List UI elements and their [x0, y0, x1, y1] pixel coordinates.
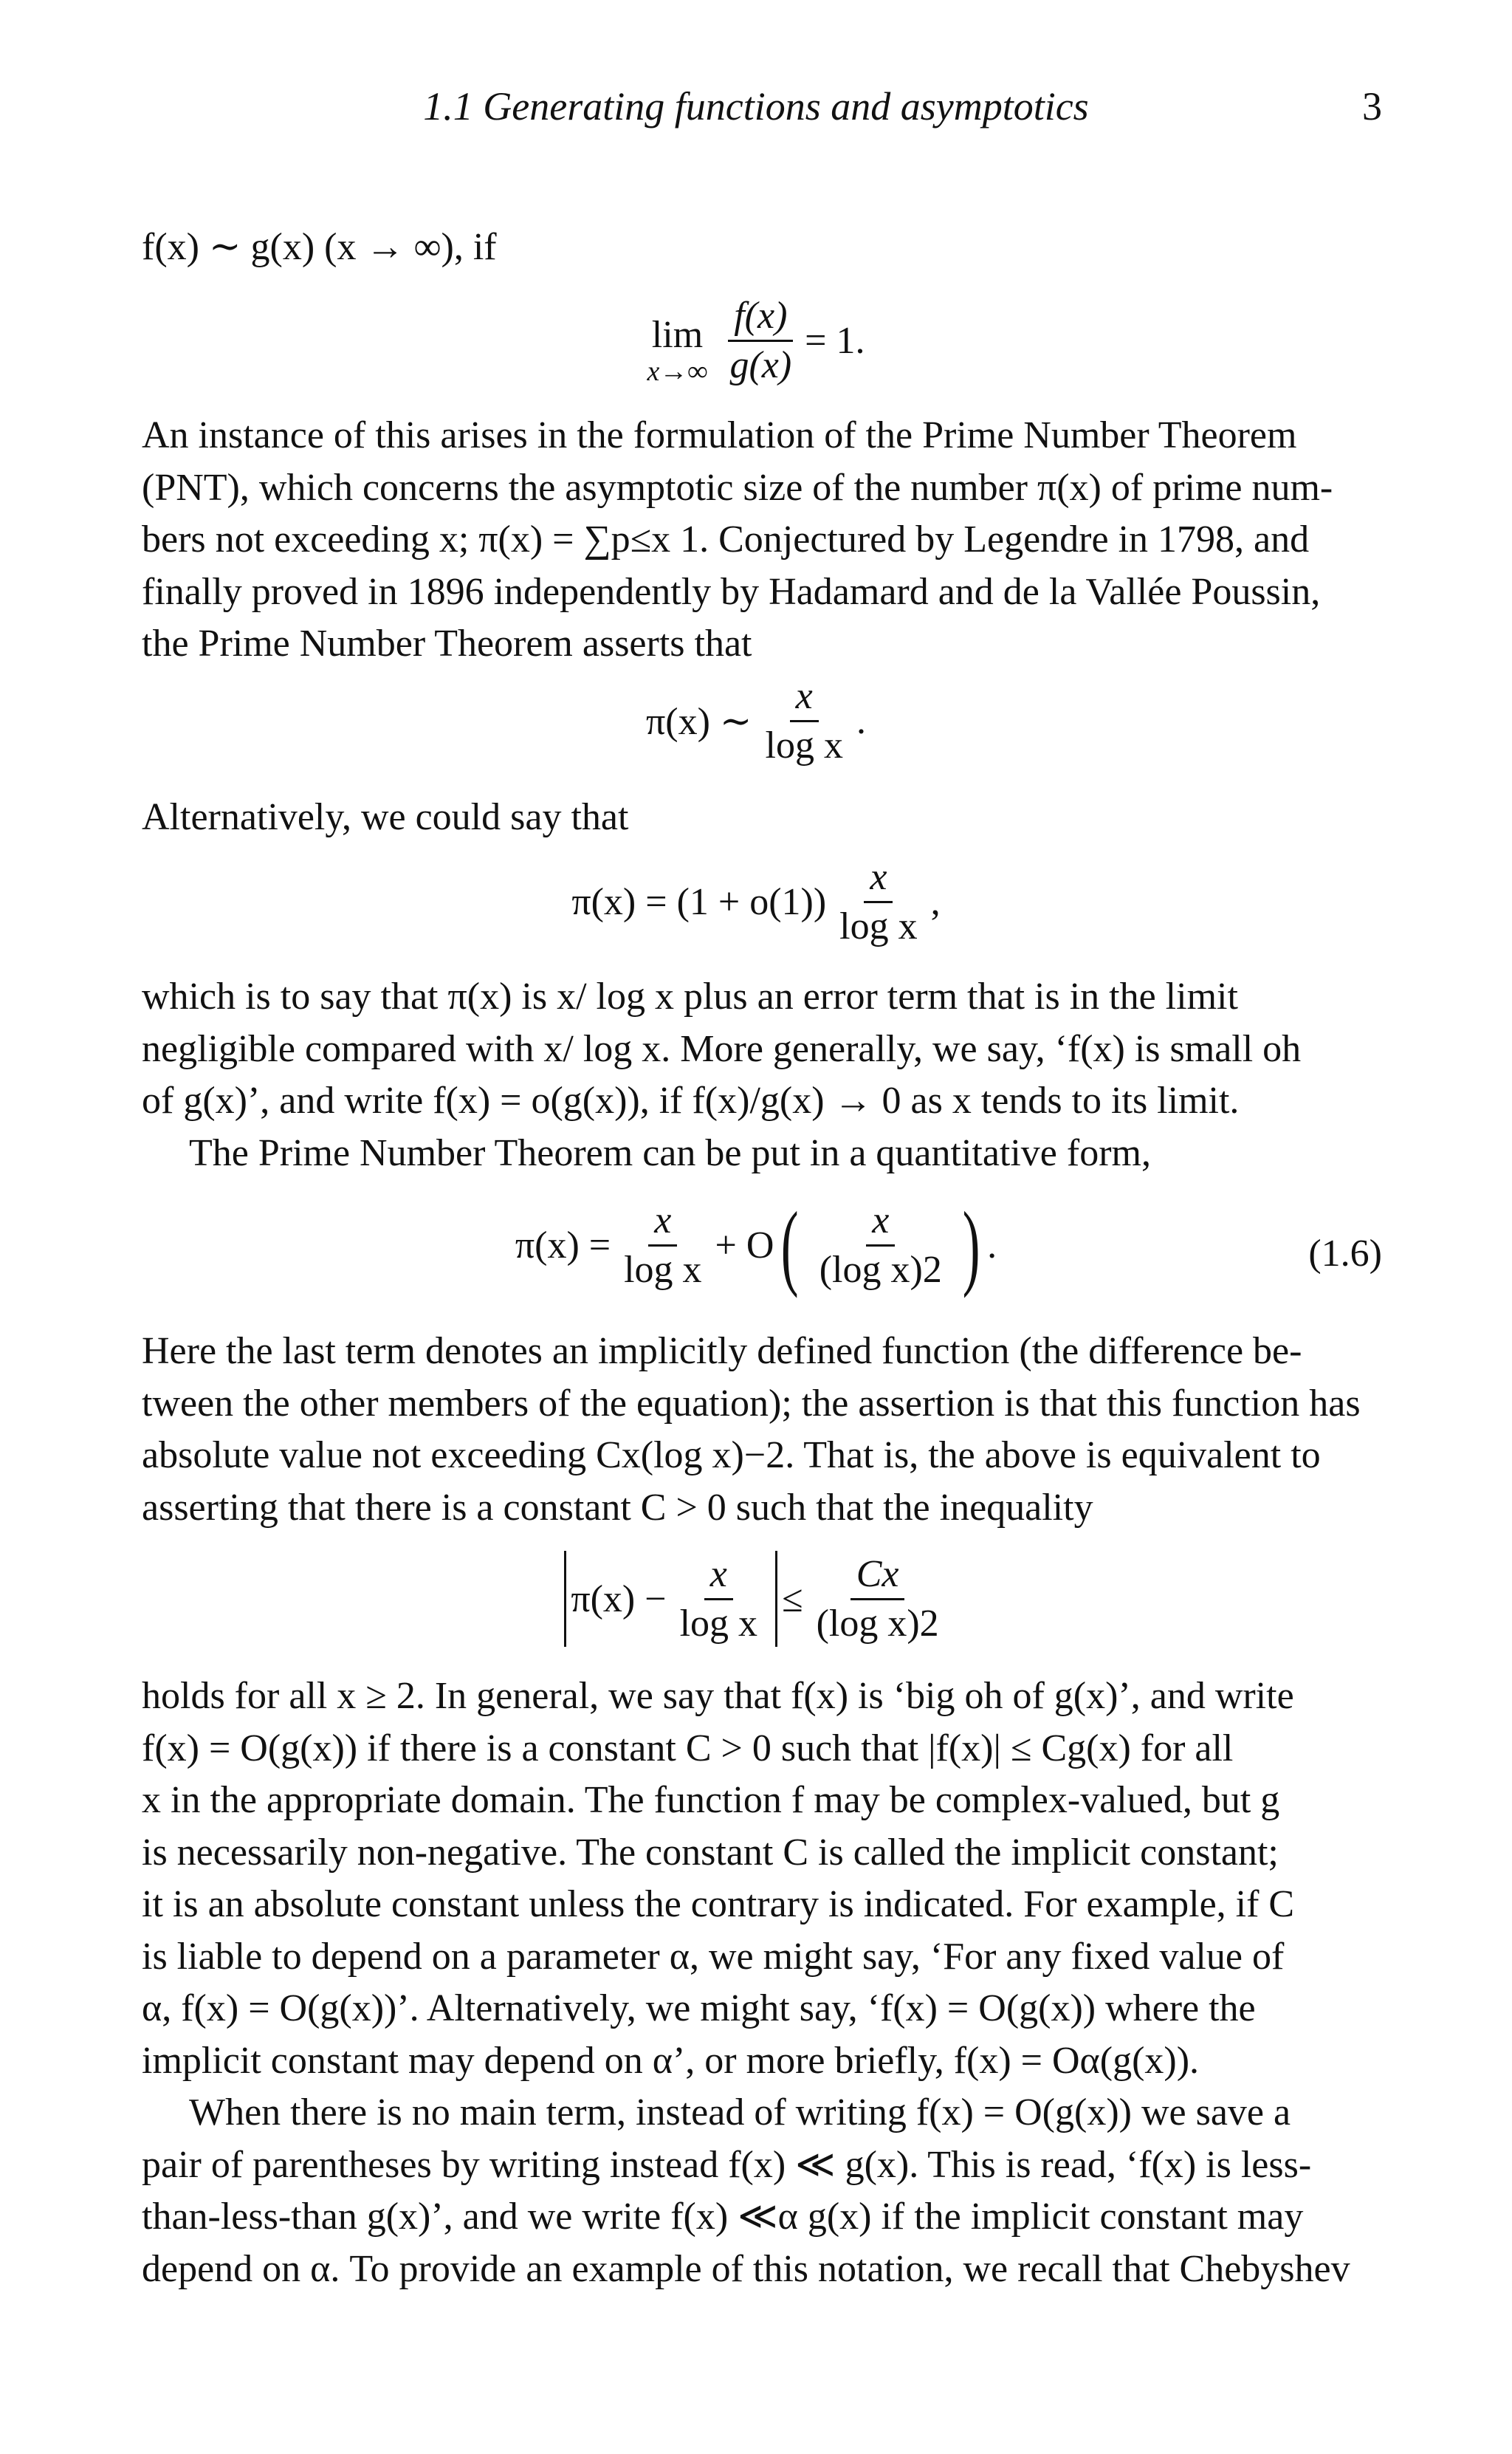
numerator: x — [648, 1200, 677, 1247]
denominator: log x — [624, 1249, 702, 1291]
numerator: x — [704, 1554, 733, 1600]
text-line: α, f(x) = O(g(x))’. Alternatively, we might say, ‘f(x) = O(g(x)) where the — [142, 1987, 1256, 2029]
text-line: f(x) = O(g(x)) if there is a constant C > 0 such that |f(x)| ≤ Cg(x) for all — [142, 1727, 1234, 1769]
text-line: Here the last term denotes an implicitly defined function (the difference be- — [142, 1330, 1302, 1372]
denominator: log x — [839, 905, 918, 947]
text-line: When there is no main term, instead of writing f(x) = O(g(x)) we save a — [189, 2091, 1291, 2133]
text-line: finally proved in 1896 independently by Hadamard and de la Vallée Poussin, — [142, 570, 1321, 613]
fraction — [618, 1200, 707, 1291]
text-line: holds for all x ≥ 2. In general, we say that f(x) is ‘big oh of g(x)’, and write — [142, 1675, 1294, 1717]
text-line: is liable to depend on a parameter α, we might say, ‘For any fixed value of — [142, 1935, 1285, 1978]
text-line: implicit constant may depend on α’, or more briefly, f(x) = Oα(g(x)). — [142, 2039, 1200, 2082]
text-line: f(x) ∼ g(x) (x → ∞), if — [142, 226, 497, 268]
fraction — [760, 676, 849, 767]
text-line: (PNT), which concerns the asymptotic size of the number π(x) of prime num- — [142, 466, 1333, 509]
fraction — [811, 1554, 945, 1645]
lim-word: lim — [651, 314, 704, 356]
equation-rhs: = 1. — [805, 320, 865, 362]
right-paren: ) — [962, 1192, 980, 1299]
text-line: An instance of this arises in the formulation of the Prime Number Theorem — [142, 414, 1297, 456]
denominator: (log x)2 — [816, 1602, 939, 1645]
limit-operator — [647, 313, 707, 386]
paragraph-6 — [142, 1670, 1382, 2295]
text-line: depend on α. To provide an example of this notation, we recall that Chebyshev — [142, 2247, 1350, 2290]
equation-lhs: π(x) = (1 + o(1)) — [571, 881, 827, 923]
relation: ≤ — [782, 1577, 803, 1620]
numerator: Cx — [850, 1554, 905, 1600]
lim-subscript: x→∞ — [647, 356, 708, 387]
numerator: x — [790, 676, 819, 722]
numerator: x — [864, 857, 893, 903]
equation-lhs: π(x) − — [571, 1577, 667, 1620]
text-line: which is to say that π(x) is x/ log x plus an error term that is in the limit — [142, 976, 1238, 1018]
equation-lhs: π(x) ∼ — [646, 700, 752, 743]
abs-bar-left — [564, 1551, 566, 1647]
paragraph-2 — [142, 410, 1382, 671]
equation-lhs: π(x) = — [515, 1224, 611, 1267]
paragraph-5 — [142, 1326, 1382, 1534]
text-line: tween the other members of the equation); the assertion is that this function has — [142, 1382, 1361, 1425]
numerator: f(x) — [728, 295, 793, 342]
text-line: than-less-than g(x)’, and we write f(x) ≪α g(x) if the implicit constant may — [142, 2196, 1304, 2238]
text-line: x in the appropriate domain. The function f may be complex-valued, but g — [142, 1779, 1280, 1821]
text-line: Alternatively, we could say that — [142, 796, 629, 838]
text-line: it is an absolute constant unless the contrary is indicated. For example, if C — [142, 1883, 1295, 1925]
paragraph-4 — [142, 971, 1382, 1179]
abs-bar-right — [775, 1551, 777, 1647]
text-line: absolute value not exceeding Cx(log x)−2. That is, the above is equivalent to — [142, 1434, 1321, 1476]
paragraph-3 — [142, 792, 1382, 844]
denominator: log x — [765, 724, 843, 767]
numerator: x — [866, 1200, 895, 1247]
page-number: 3 — [1362, 84, 1382, 128]
running-header: 1.1 Generating functions and asymptotics — [423, 84, 1089, 128]
text-line: negligible compared with x/ log x. More generally, we say, ‘f(x) is small oh — [142, 1027, 1302, 1070]
equation-tail: , — [930, 881, 941, 923]
text-line: asserting that there is a constant C > 0 such that the inequality — [142, 1486, 1093, 1529]
text-line: bers not exceeding x; π(x) = ∑p≤x 1. Conjectured by Legendre in 1798, and — [142, 518, 1310, 561]
equation-number: (1.6) — [1308, 1233, 1382, 1275]
equation-small-oh — [0, 857, 1512, 947]
denominator: (log x)2 — [819, 1249, 942, 1291]
equation-tail: . — [856, 700, 866, 742]
text-line: of g(x)’, and write f(x) = o(g(x)), if f(x)/g(x) → 0 as x tends to its limit. — [142, 1080, 1240, 1122]
denominator: log x — [679, 1602, 758, 1645]
paragraph-1 — [142, 222, 1382, 274]
text-line: is necessarily non-negative. The constant C is called the implicit constant; — [142, 1831, 1279, 1874]
big-oh-term: + O — [715, 1224, 774, 1267]
text-line: pair of parentheses by writing instead f(x) ≪ g(x). This is read, ‘f(x) is less- — [142, 2143, 1312, 2186]
equation-1-6 — [0, 1192, 1512, 1299]
text-line: the Prime Number Theorem asserts that — [142, 623, 752, 665]
equation-pnt — [0, 676, 1512, 767]
fraction — [674, 1554, 763, 1645]
denominator: g(x) — [729, 344, 792, 386]
fraction — [834, 857, 923, 947]
fraction — [724, 295, 797, 386]
equation-limit — [0, 295, 1512, 386]
text-line: The Prime Number Theorem can be put in a quantitative form, — [189, 1131, 1151, 1174]
fraction — [814, 1200, 948, 1291]
equation-tail: . — [987, 1224, 997, 1267]
equation-inequality — [0, 1551, 1512, 1647]
left-paren: ( — [781, 1192, 799, 1299]
